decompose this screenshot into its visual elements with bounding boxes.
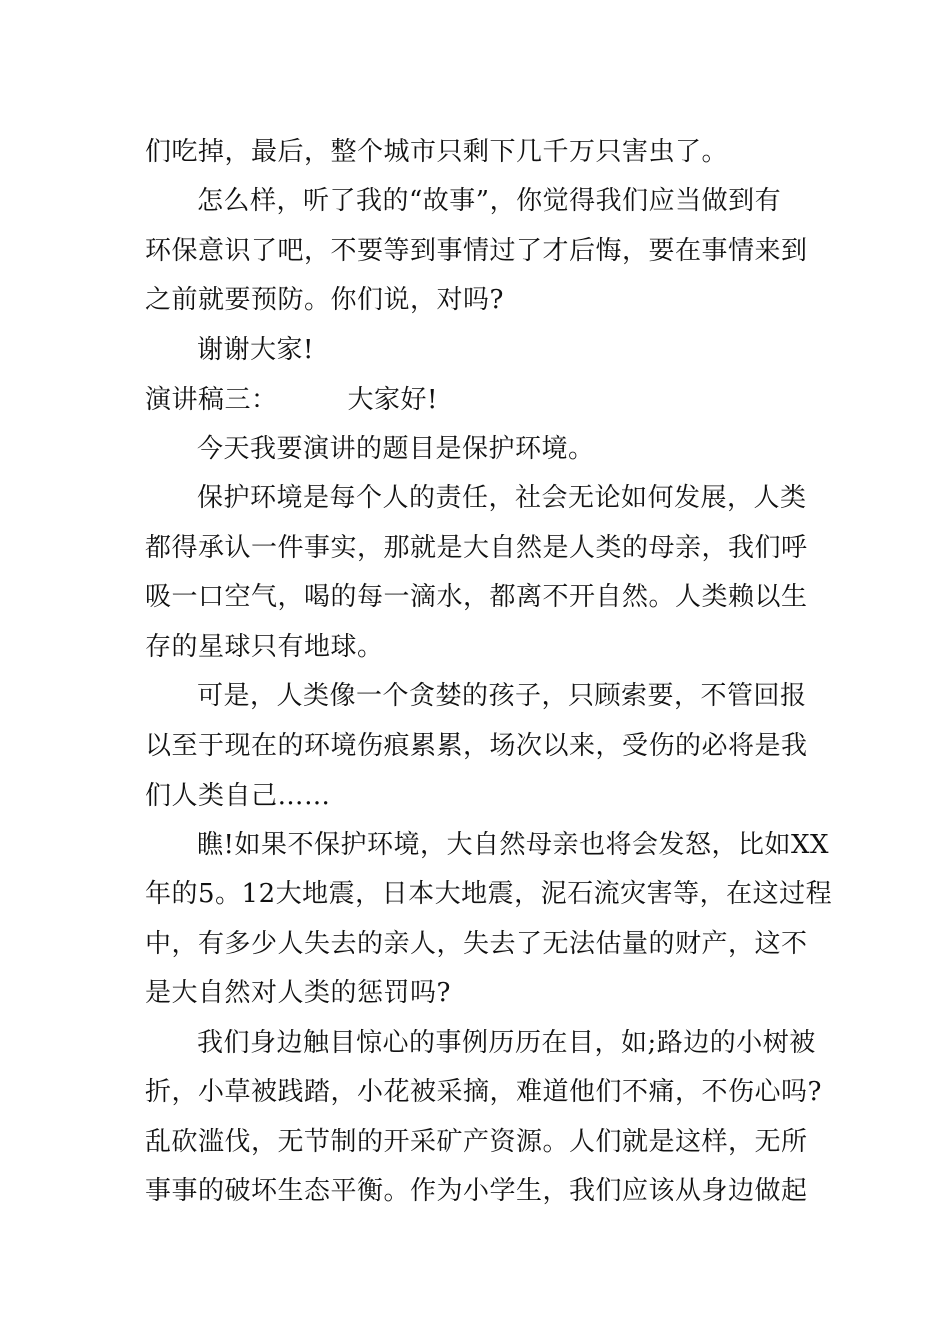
text-line: 以至于现在的环境伤痕累累，场次以来，受伤的必将是我 xyxy=(145,731,808,761)
text-line: 都得承认一件事实，那就是大自然是人类的母亲，我们呼 xyxy=(145,533,808,563)
text-line: 事事的破坏生态平衡。作为小学生，我们应该从身边做起 xyxy=(145,1176,808,1206)
text-line: 中，有多少人失去的亲人，失去了无法估量的财产，这不 xyxy=(145,929,808,959)
greeting: 大家好! xyxy=(347,385,438,415)
text-line: 可是，人类像一个贪婪的孩子，只顾索要，不管回报 xyxy=(197,681,807,711)
speech-heading-line xyxy=(145,380,438,420)
text-line: 怎么样，听了我的“故事”，你觉得我们应当做到有 xyxy=(197,186,782,216)
text-line: 我们身边触目惊心的事例历历在目，如;路边的小树被 xyxy=(197,1028,816,1058)
text-line: 今天我要演讲的题目是保护环境。 xyxy=(197,434,595,464)
text-line: 是大自然对人类的惩罚吗? xyxy=(145,978,451,1008)
text-line: 们吃掉，最后，整个城市只剩下几千万只害虫了。 xyxy=(145,137,729,167)
text-line: 吸一口空气，喝的每一滴水，都离不开自然。人类赖以生 xyxy=(145,582,808,612)
text-line: 保护环境是每个人的责任，社会无论如何发展，人类 xyxy=(197,483,807,513)
text-line: 年的5。12大地震，日本大地震，泥石流灾害等，在这过程 xyxy=(145,879,833,909)
text-line: 瞧!如果不保护环境，大自然母亲也将会发怒，比如XX xyxy=(197,830,829,860)
text-line: 存的星球只有地球。 xyxy=(145,632,384,662)
text-line: 之前就要预防。你们说，对吗? xyxy=(145,285,504,315)
text-line: 谢谢大家! xyxy=(197,335,314,365)
text-line: 折，小草被践踏，小花被采摘，难道他们不痛，不伤心吗? xyxy=(145,1077,822,1107)
text-line: 们人类自己…… xyxy=(145,781,331,811)
text-line: 乱砍滥伐，无节制的开采矿产资源。人们就是这样，无所 xyxy=(145,1127,808,1157)
text-line: 环保意识了吧，不要等到事情过了才后悔，要在事情来到 xyxy=(145,236,808,266)
speech-heading: 演讲稿三： xyxy=(145,385,278,415)
